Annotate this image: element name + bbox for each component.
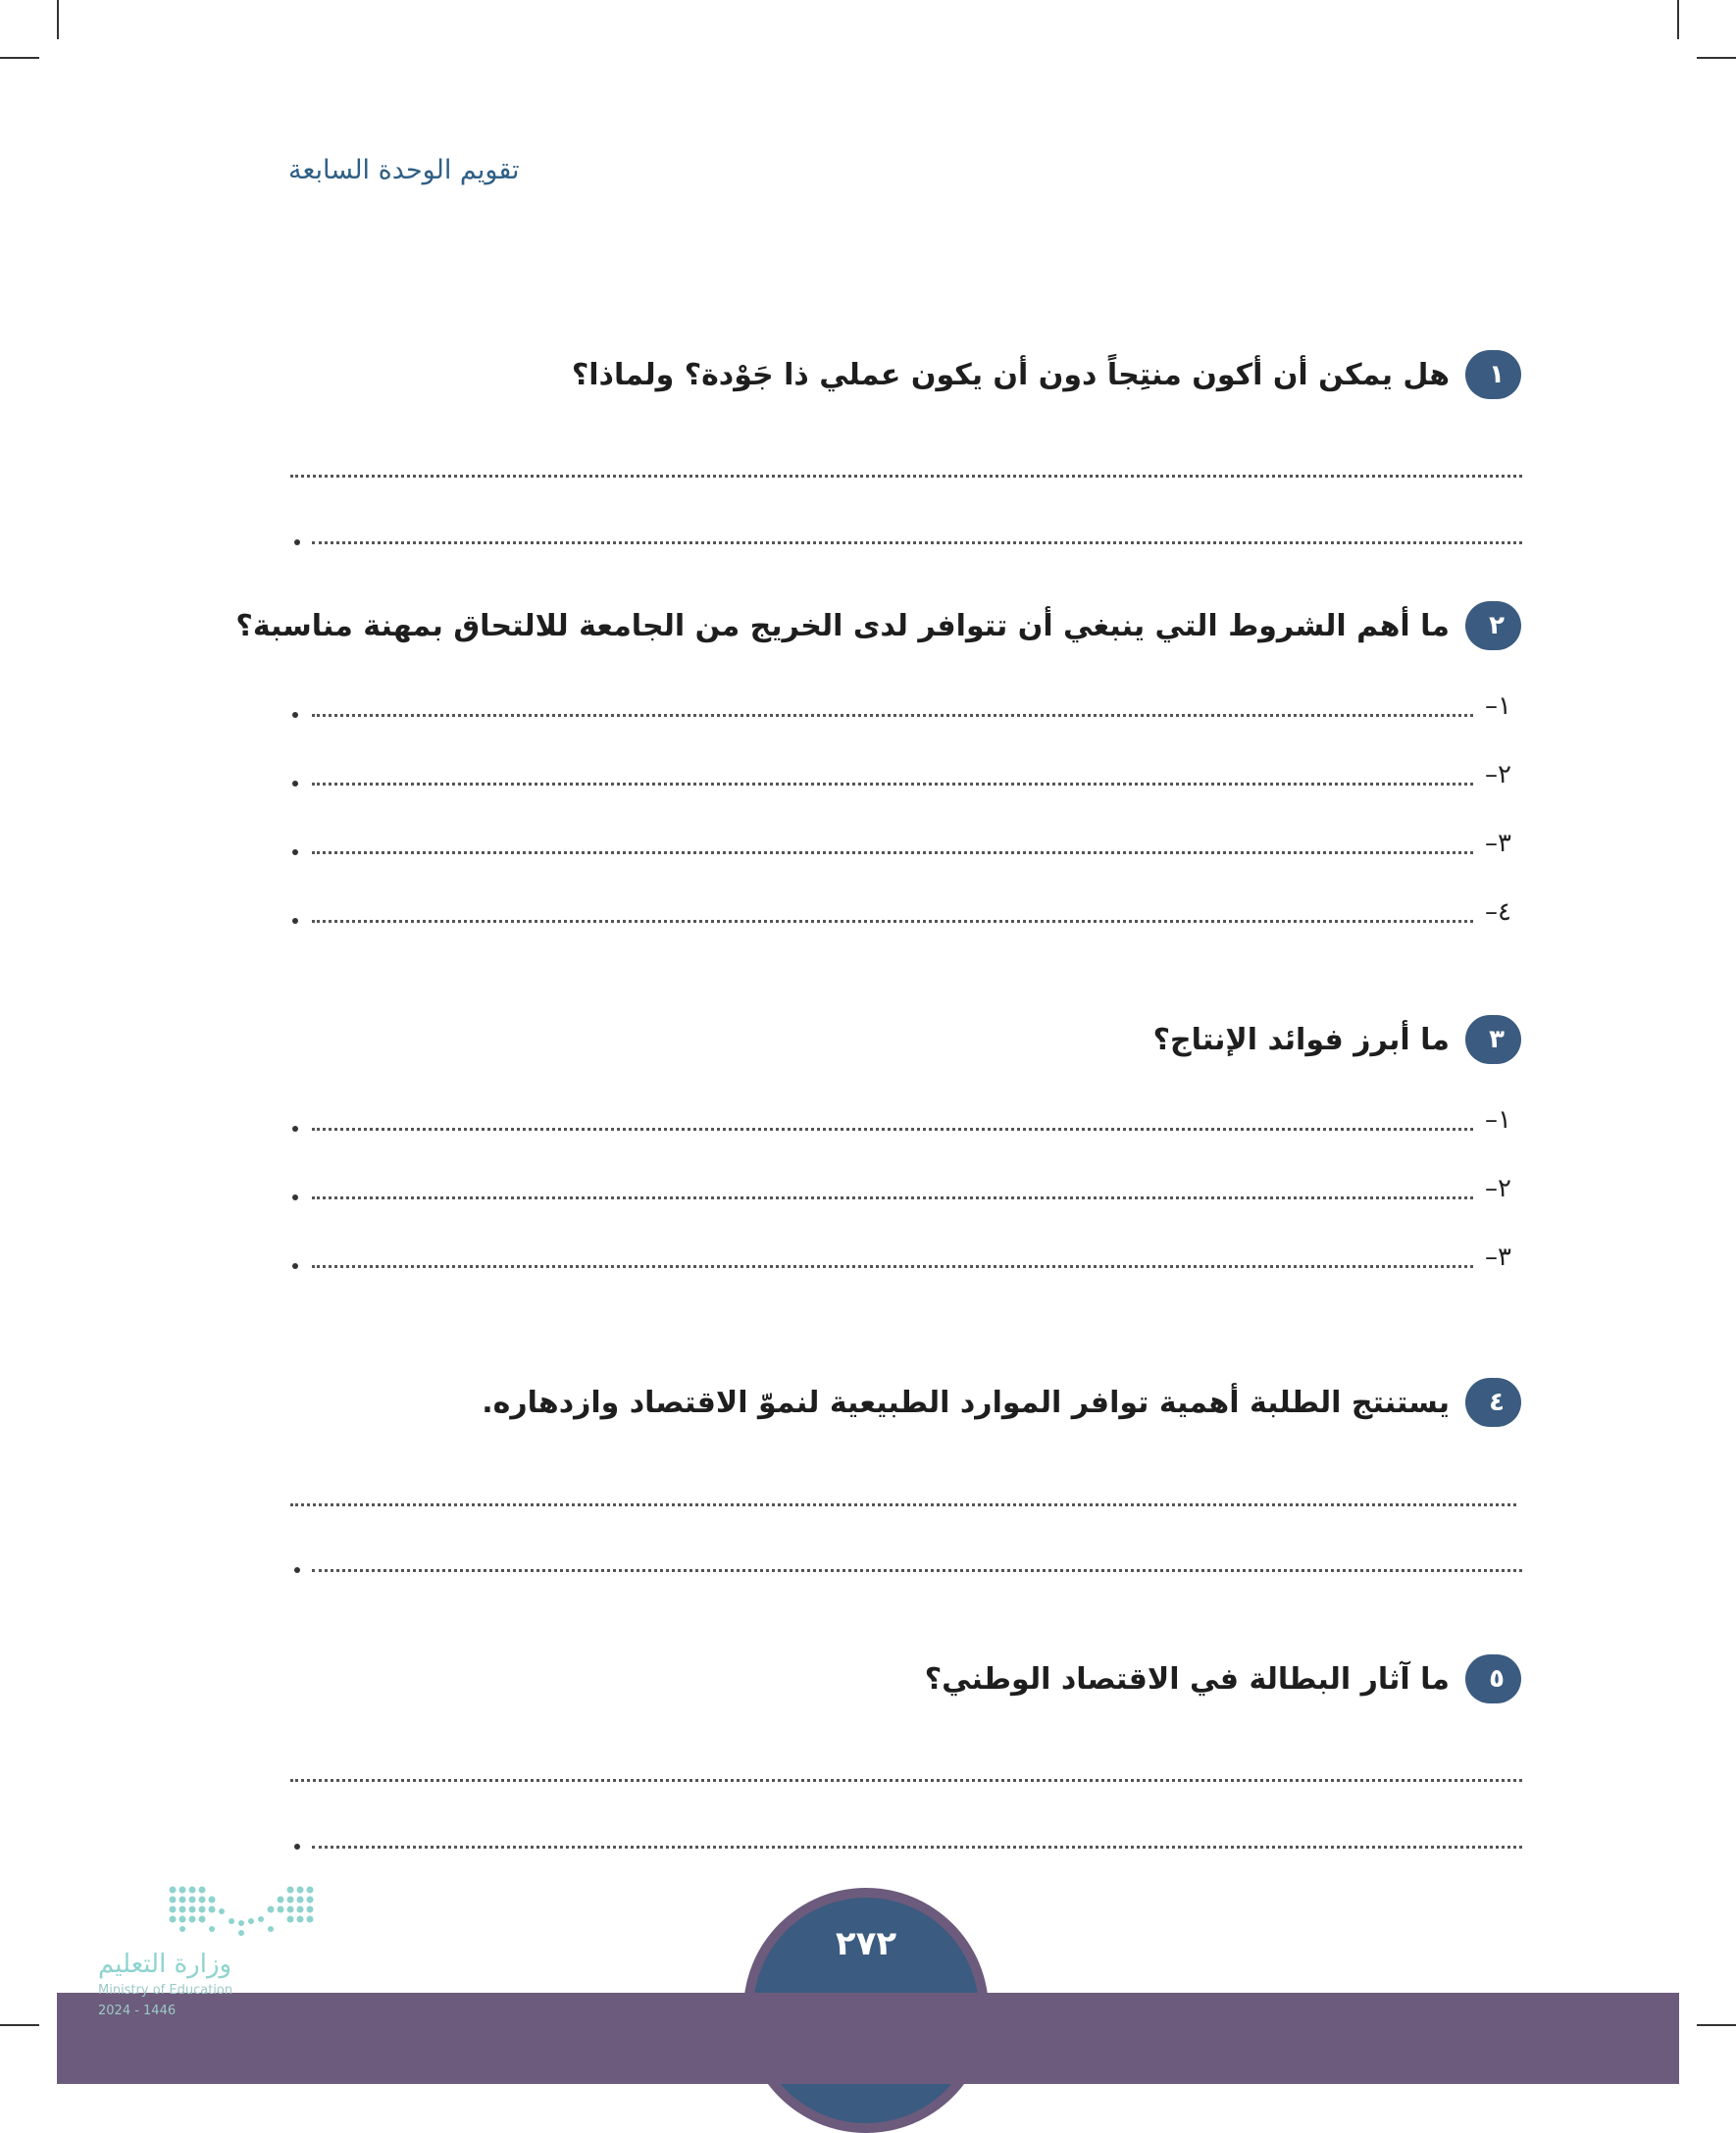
- answer-item-number: ٤–: [1485, 897, 1511, 927]
- answer-item-number: ٢–: [1485, 760, 1511, 789]
- answer-line[interactable]: [312, 714, 1473, 717]
- answer-item-number: ٢–: [1485, 1174, 1511, 1203]
- answer-line[interactable]: [312, 1265, 1473, 1268]
- page-header-title: تقويم الوحدة السابعة: [288, 155, 520, 185]
- end-dot: [292, 918, 298, 924]
- answer-line[interactable]: [290, 1779, 1522, 1782]
- answer-item-number: ٣–: [1485, 1243, 1511, 1272]
- answer-line[interactable]: [312, 1128, 1473, 1131]
- question-text: هل يمكن أن أكون منتِجاً دون أن يكون عملي ذا جَوْدة؟ ولماذا؟: [571, 357, 1450, 392]
- answer-item-number: ١–: [1485, 1105, 1511, 1135]
- answer-line[interactable]: [312, 783, 1473, 786]
- question-3: [1153, 1010, 1522, 1069]
- end-dot: [292, 712, 298, 718]
- ministry-logo-text-ar: وزارة التعليم: [98, 1950, 232, 1979]
- answer-item-number: ١–: [1485, 691, 1511, 721]
- end-dot: [294, 1567, 300, 1573]
- answer-item-number: ٣–: [1485, 829, 1511, 858]
- answer-line[interactable]: [312, 920, 1473, 923]
- crop-mark: [0, 2024, 39, 2026]
- question-text: يستنتج الطلبة أهمية توافر الموارد الطبيعية لنموّ الاقتصاد وازدهاره.: [482, 1385, 1450, 1420]
- answer-line[interactable]: [312, 1196, 1473, 1199]
- answer-line[interactable]: [312, 1569, 1522, 1572]
- question-number-badge: ٣: [1465, 1012, 1522, 1067]
- crop-mark: [0, 57, 39, 59]
- crop-mark: [1697, 2024, 1736, 2026]
- crop-mark: [1697, 57, 1736, 59]
- question-number-badge: ٤: [1465, 1375, 1522, 1430]
- end-dot: [292, 1126, 298, 1132]
- ministry-logo-text-en: Ministry of Education: [98, 1983, 233, 1998]
- question-number-badge: ٥: [1465, 1651, 1522, 1706]
- question-5: [925, 1650, 1522, 1708]
- page-number: ٢٧٢: [835, 1924, 897, 1963]
- end-dot: [292, 1194, 298, 1200]
- end-dot: [292, 849, 298, 855]
- answer-line[interactable]: [312, 851, 1473, 854]
- question-number-badge: ٢: [1465, 598, 1522, 653]
- question-1: [572, 345, 1522, 404]
- question-text: ما أبرز فوائد الإنتاج؟: [1152, 1022, 1450, 1057]
- answer-line[interactable]: [290, 1503, 1516, 1506]
- answer-line[interactable]: [312, 541, 1522, 544]
- crop-mark: [1677, 0, 1679, 39]
- crop-mark: [57, 0, 59, 39]
- question-text: ما أهم الشروط التي ينبغي أن تتوافر لدى الخريج من الجامعة للالتحاق بمهنة مناسبة؟: [235, 608, 1450, 643]
- question-2: [235, 596, 1522, 655]
- end-dot: [294, 539, 300, 545]
- end-dot: [292, 1263, 298, 1269]
- end-dot: [292, 781, 298, 787]
- answer-line[interactable]: [290, 475, 1522, 478]
- question-text: ما آثار البطالة في الاقتصاد الوطني؟: [924, 1661, 1450, 1697]
- ministry-logo-year: 2024 - 1446: [98, 2004, 177, 2018]
- answer-line[interactable]: [312, 1846, 1522, 1849]
- end-dot: [294, 1844, 300, 1850]
- question-number-badge: ١: [1465, 347, 1522, 402]
- question-4: [482, 1373, 1522, 1432]
